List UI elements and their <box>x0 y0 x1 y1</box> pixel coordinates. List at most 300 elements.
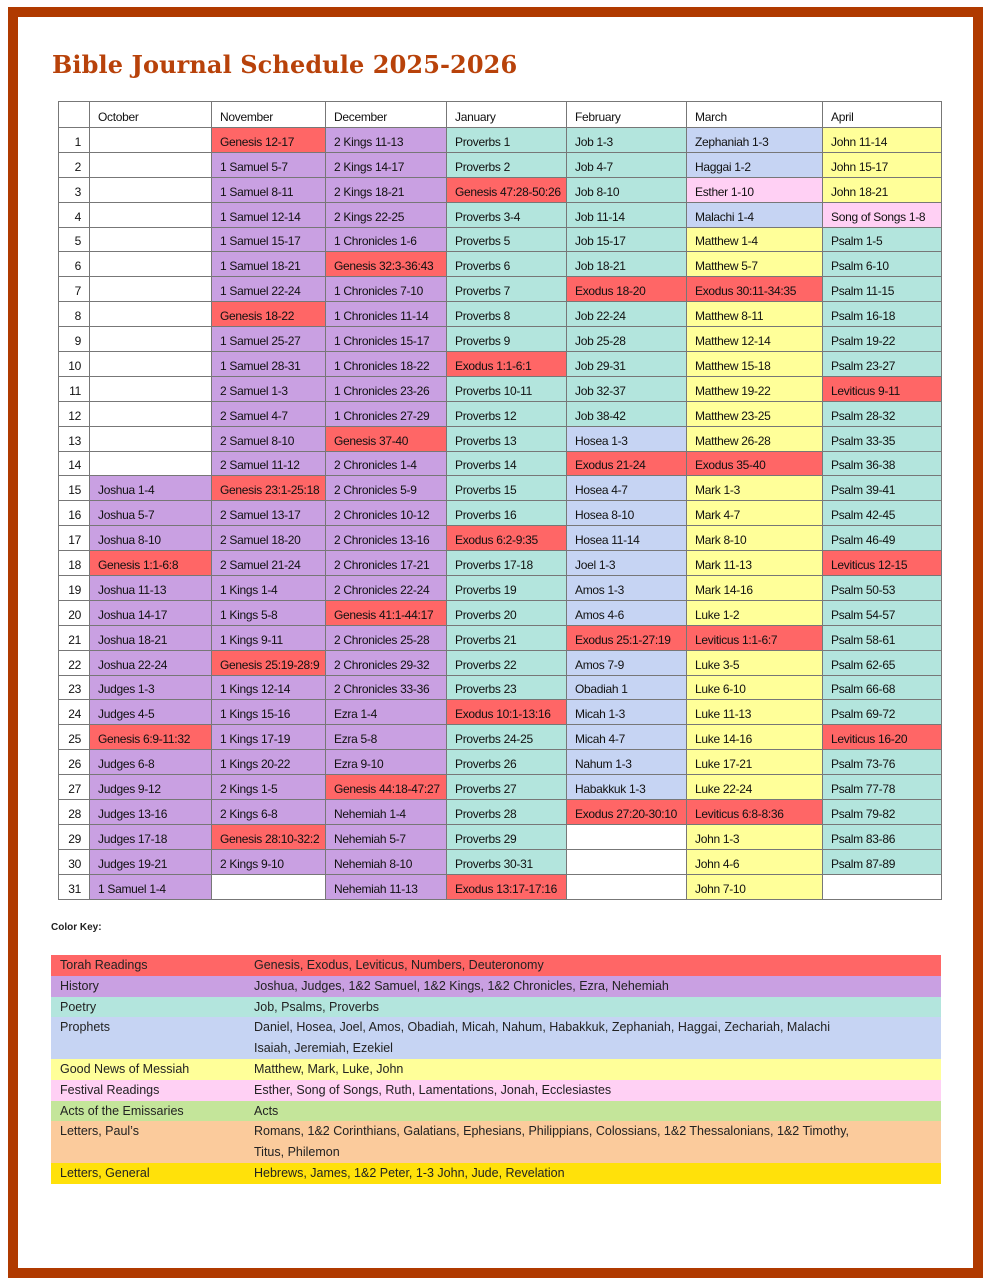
reading-cell-december: 2 Chronicles 22-24 <box>326 576 447 601</box>
color-key-category: Poetry <box>60 999 97 1014</box>
reading-cell-march: Mark 8-10 <box>687 526 823 551</box>
schedule-row <box>59 302 942 327</box>
schedule-body <box>59 128 942 900</box>
color-key-books: Isaiah, Jeremiah, Ezekiel <box>254 1041 393 1056</box>
reading-cell-february: Hosea 1-3 <box>567 426 687 451</box>
reading-cell-october: Genesis 6:9-11:32 <box>90 725 212 750</box>
reading-cell-october: Genesis 1:1-6:8 <box>90 551 212 576</box>
reading-cell-march: Leviticus 1:1-6:7 <box>687 625 823 650</box>
reading-cell-december: 1 Chronicles 15-17 <box>326 327 447 352</box>
schedule-row <box>59 725 942 750</box>
reading-cell-november: 2 Samuel 13-17 <box>212 501 326 526</box>
reading-cell-march: Mark 14-16 <box>687 576 823 601</box>
reading-cell-march: Matthew 15-18 <box>687 352 823 377</box>
reading-cell-february: Exodus 21-24 <box>567 451 687 476</box>
reading-cell-november: 1 Samuel 15-17 <box>212 227 326 252</box>
reading-cell-october: Judges 13-16 <box>90 800 212 825</box>
color-key-row-prophets <box>51 1017 941 1038</box>
reading-cell-november: 2 Samuel 1-3 <box>212 376 326 401</box>
reading-cell-april: Psalm 54-57 <box>823 600 942 625</box>
color-key-books: Matthew, Mark, Luke, John <box>254 1061 404 1076</box>
reading-cell-january: Proverbs 26 <box>447 750 567 775</box>
reading-cell-november: 1 Kings 20-22 <box>212 750 326 775</box>
color-key-row-prophets <box>51 1038 941 1059</box>
day-number: 17 <box>59 526 90 551</box>
reading-cell-january: Proverbs 21 <box>447 625 567 650</box>
page-title: Bible Journal Schedule 2025-2026 <box>52 50 518 79</box>
header-month-october: October <box>90 102 212 128</box>
reading-cell-april: Psalm 1-5 <box>823 227 942 252</box>
reading-cell-march: Mark 11-13 <box>687 551 823 576</box>
reading-cell-december: 1 Chronicles 18-22 <box>326 352 447 377</box>
reading-cell-december: 2 Chronicles 17-21 <box>326 551 447 576</box>
color-key-books: Daniel, Hosea, Joel, Amos, Obadiah, Micah, Nahum, Habakkuk, Zephaniah, Haggai, Zechariah, Malachi <box>254 1020 830 1035</box>
reading-cell-february: Micah 1-3 <box>567 700 687 725</box>
reading-cell-december: 1 Chronicles 1-6 <box>326 227 447 252</box>
reading-cell-october: Joshua 22-24 <box>90 650 212 675</box>
reading-cell-october <box>90 401 212 426</box>
reading-cell-march: Luke 1-2 <box>687 600 823 625</box>
reading-cell-october <box>90 277 212 302</box>
reading-cell-february: Job 29-31 <box>567 352 687 377</box>
day-number: 22 <box>59 650 90 675</box>
reading-cell-december: Nehemiah 1-4 <box>326 800 447 825</box>
schedule-row <box>59 376 942 401</box>
reading-cell-january: Proverbs 16 <box>447 501 567 526</box>
day-number: 29 <box>59 824 90 849</box>
reading-cell-december: 2 Chronicles 13-16 <box>326 526 447 551</box>
schedule-row <box>59 675 942 700</box>
reading-cell-november: 1 Samuel 12-14 <box>212 202 326 227</box>
reading-cell-march: Matthew 1-4 <box>687 227 823 252</box>
schedule-row <box>59 650 942 675</box>
reading-cell-april: Psalm 73-76 <box>823 750 942 775</box>
reading-cell-december: 1 Chronicles 27-29 <box>326 401 447 426</box>
reading-cell-october: 1 Samuel 1-4 <box>90 874 212 899</box>
reading-cell-february: Job 18-21 <box>567 252 687 277</box>
color-key-label: Color Key: <box>51 922 102 933</box>
reading-cell-april: Psalm 19-22 <box>823 327 942 352</box>
day-number: 27 <box>59 775 90 800</box>
reading-cell-march: Luke 6-10 <box>687 675 823 700</box>
reading-cell-november: 1 Kings 1-4 <box>212 576 326 601</box>
color-key-books: Esther, Song of Songs, Ruth, Lamentations, Jonah, Ecclesiastes <box>254 1082 612 1097</box>
reading-cell-november: 2 Samuel 4-7 <box>212 401 326 426</box>
reading-cell-december: Ezra 9-10 <box>326 750 447 775</box>
reading-cell-october <box>90 376 212 401</box>
reading-cell-november: 1 Samuel 22-24 <box>212 277 326 302</box>
reading-cell-january: Exodus 6:2-9:35 <box>447 526 567 551</box>
color-key-books: Titus, Philemon <box>254 1145 340 1160</box>
day-number: 7 <box>59 277 90 302</box>
reading-cell-november: 2 Kings 1-5 <box>212 775 326 800</box>
reading-cell-december: Genesis 44:18-47:27 <box>326 775 447 800</box>
schedule-row <box>59 252 942 277</box>
color-key-row-general <box>51 1163 941 1184</box>
reading-cell-november: 1 Samuel 18-21 <box>212 252 326 277</box>
reading-cell-october: Judges 9-12 <box>90 775 212 800</box>
reading-cell-february: Job 11-14 <box>567 202 687 227</box>
reading-cell-march: Luke 3-5 <box>687 650 823 675</box>
day-number: 14 <box>59 451 90 476</box>
day-number: 30 <box>59 849 90 874</box>
reading-cell-december: 2 Chronicles 5-9 <box>326 476 447 501</box>
day-number: 20 <box>59 600 90 625</box>
schedule-row <box>59 700 942 725</box>
reading-cell-november: Genesis 18-22 <box>212 302 326 327</box>
schedule-row <box>59 824 942 849</box>
schedule-row <box>59 401 942 426</box>
reading-cell-november: 1 Kings 5-8 <box>212 600 326 625</box>
reading-cell-april: Psalm 16-18 <box>823 302 942 327</box>
reading-cell-february <box>567 849 687 874</box>
reading-cell-november: Genesis 23:1-25:18 <box>212 476 326 501</box>
color-key-body <box>51 955 941 1184</box>
reading-cell-february: Job 15-17 <box>567 227 687 252</box>
color-key-books: Hebrews, James, 1&2 Peter, 1-3 John, Jude, Revelation <box>254 1165 565 1180</box>
color-key-row-history <box>51 976 941 997</box>
header-month-november: November <box>212 102 326 128</box>
day-number: 6 <box>59 252 90 277</box>
day-number: 15 <box>59 476 90 501</box>
reading-cell-april: Psalm 62-65 <box>823 650 942 675</box>
reading-cell-february: Exodus 25:1-27:19 <box>567 625 687 650</box>
reading-cell-november: 2 Samuel 18-20 <box>212 526 326 551</box>
day-number: 26 <box>59 750 90 775</box>
reading-cell-january: Proverbs 10-11 <box>447 376 567 401</box>
reading-cell-december: Genesis 32:3-36:43 <box>326 252 447 277</box>
reading-cell-april: Leviticus 16-20 <box>823 725 942 750</box>
reading-cell-january: Proverbs 19 <box>447 576 567 601</box>
reading-cell-april: Psalm 69-72 <box>823 700 942 725</box>
reading-cell-december: 2 Kings 22-25 <box>326 202 447 227</box>
reading-cell-april: Leviticus 9-11 <box>823 376 942 401</box>
reading-cell-april: Psalm 6-10 <box>823 252 942 277</box>
reading-cell-november: 2 Kings 9-10 <box>212 849 326 874</box>
reading-cell-february: Exodus 18-20 <box>567 277 687 302</box>
schedule-row <box>59 526 942 551</box>
schedule-row <box>59 849 942 874</box>
schedule-row <box>59 128 942 153</box>
reading-cell-february: Nahum 1-3 <box>567 750 687 775</box>
reading-cell-february <box>567 824 687 849</box>
reading-cell-january: Proverbs 17-18 <box>447 551 567 576</box>
reading-cell-november: 1 Kings 17-19 <box>212 725 326 750</box>
reading-cell-april: John 18-21 <box>823 177 942 202</box>
reading-cell-november: 2 Samuel 8-10 <box>212 426 326 451</box>
reading-cell-october <box>90 327 212 352</box>
day-number: 10 <box>59 352 90 377</box>
reading-cell-april: Psalm 28-32 <box>823 401 942 426</box>
reading-cell-october: Joshua 5-7 <box>90 501 212 526</box>
day-number: 21 <box>59 625 90 650</box>
schedule-row <box>59 327 942 352</box>
day-number: 5 <box>59 227 90 252</box>
reading-cell-february: Job 1-3 <box>567 128 687 153</box>
color-key-table <box>51 955 941 1184</box>
reading-cell-february: Job 25-28 <box>567 327 687 352</box>
color-key-category: Torah Readings <box>60 958 148 972</box>
reading-cell-november: 2 Samuel 11-12 <box>212 451 326 476</box>
reading-cell-november: 2 Kings 6-8 <box>212 800 326 825</box>
reading-cell-january: Proverbs 5 <box>447 227 567 252</box>
reading-cell-december: 2 Chronicles 10-12 <box>326 501 447 526</box>
reading-cell-april: Psalm 87-89 <box>823 849 942 874</box>
reading-cell-november: 1 Samuel 28-31 <box>212 352 326 377</box>
reading-cell-october <box>90 451 212 476</box>
reading-cell-february: Amos 7-9 <box>567 650 687 675</box>
reading-cell-october: Judges 1-3 <box>90 675 212 700</box>
reading-cell-february: Habakkuk 1-3 <box>567 775 687 800</box>
reading-cell-march: Matthew 26-28 <box>687 426 823 451</box>
reading-cell-january: Proverbs 15 <box>447 476 567 501</box>
reading-cell-november: Genesis 25:19-28:9 <box>212 650 326 675</box>
day-number: 28 <box>59 800 90 825</box>
color-key-category: History <box>60 978 99 993</box>
color-key-row-festival <box>51 1080 941 1101</box>
color-key-row-acts <box>51 1101 941 1122</box>
reading-cell-october: Joshua 11-13 <box>90 576 212 601</box>
reading-cell-march: Luke 17-21 <box>687 750 823 775</box>
reading-cell-december: 1 Chronicles 23-26 <box>326 376 447 401</box>
reading-cell-november: 1 Samuel 8-11 <box>212 177 326 202</box>
reading-cell-april: John 15-17 <box>823 152 942 177</box>
header-month-april: April <box>823 102 942 128</box>
schedule-row <box>59 576 942 601</box>
reading-cell-october: Judges 19-21 <box>90 849 212 874</box>
day-number: 3 <box>59 177 90 202</box>
reading-cell-march: Exodus 30:11-34:35 <box>687 277 823 302</box>
reading-cell-october <box>90 302 212 327</box>
reading-cell-january: Proverbs 1 <box>447 128 567 153</box>
reading-cell-march: Haggai 1-2 <box>687 152 823 177</box>
reading-cell-january: Proverbs 2 <box>447 152 567 177</box>
reading-cell-january: Proverbs 24-25 <box>447 725 567 750</box>
reading-cell-february: Job 32-37 <box>567 376 687 401</box>
reading-cell-march: Exodus 35-40 <box>687 451 823 476</box>
reading-cell-january: Exodus 10:1-13:16 <box>447 700 567 725</box>
reading-cell-march: Leviticus 6:8-8:36 <box>687 800 823 825</box>
reading-cell-february: Job 22-24 <box>567 302 687 327</box>
schedule-row <box>59 227 942 252</box>
reading-cell-march: John 1-3 <box>687 824 823 849</box>
reading-cell-april: Psalm 46-49 <box>823 526 942 551</box>
header-month-march: March <box>687 102 823 128</box>
reading-cell-april: Psalm 77-78 <box>823 775 942 800</box>
reading-cell-february: Obadiah 1 <box>567 675 687 700</box>
reading-cell-november: 1 Samuel 25-27 <box>212 327 326 352</box>
schedule-row <box>59 352 942 377</box>
header-month-february: February <box>567 102 687 128</box>
reading-cell-january: Proverbs 20 <box>447 600 567 625</box>
color-key-category: Good News of Messiah <box>60 1061 190 1076</box>
reading-cell-december: 2 Chronicles 33-36 <box>326 675 447 700</box>
reading-cell-january: Proverbs 14 <box>447 451 567 476</box>
reading-cell-december: 2 Chronicles 25-28 <box>326 625 447 650</box>
reading-cell-march: Luke 11-13 <box>687 700 823 725</box>
reading-cell-april: John 11-14 <box>823 128 942 153</box>
reading-cell-october <box>90 352 212 377</box>
reading-cell-october <box>90 426 212 451</box>
reading-cell-october: Joshua 8-10 <box>90 526 212 551</box>
reading-cell-december: Nehemiah 5-7 <box>326 824 447 849</box>
day-number: 2 <box>59 152 90 177</box>
reading-cell-march: John 7-10 <box>687 874 823 899</box>
schedule-row <box>59 551 942 576</box>
reading-cell-january: Proverbs 27 <box>447 775 567 800</box>
color-key-row-gospel <box>51 1059 941 1080</box>
header-row <box>59 102 942 128</box>
day-number: 4 <box>59 202 90 227</box>
reading-cell-january: Proverbs 29 <box>447 824 567 849</box>
reading-cell-february: Amos 4-6 <box>567 600 687 625</box>
day-number: 8 <box>59 302 90 327</box>
reading-cell-january: Exodus 1:1-6:1 <box>447 352 567 377</box>
reading-cell-october <box>90 128 212 153</box>
reading-cell-october: Joshua 1-4 <box>90 476 212 501</box>
color-key-category: Prophets <box>60 1020 111 1035</box>
reading-cell-april: Song of Songs 1-8 <box>823 202 942 227</box>
reading-cell-november: Genesis 12-17 <box>212 128 326 153</box>
schedule-table <box>58 101 942 900</box>
reading-cell-december: Nehemiah 8-10 <box>326 849 447 874</box>
schedule-row <box>59 750 942 775</box>
color-key-row-paul <box>51 1142 941 1163</box>
reading-cell-january: Proverbs 13 <box>447 426 567 451</box>
schedule-row <box>59 177 942 202</box>
schedule-row <box>59 625 942 650</box>
reading-cell-march: Mark 1-3 <box>687 476 823 501</box>
reading-cell-december: 1 Chronicles 11-14 <box>326 302 447 327</box>
reading-cell-december: Genesis 37-40 <box>326 426 447 451</box>
reading-cell-january: Proverbs 7 <box>447 277 567 302</box>
schedule-row <box>59 501 942 526</box>
reading-cell-february: Joel 1-3 <box>567 551 687 576</box>
schedule-row <box>59 202 942 227</box>
reading-cell-april: Psalm 23-27 <box>823 352 942 377</box>
reading-cell-april: Psalm 33-35 <box>823 426 942 451</box>
color-key-row-paul <box>51 1121 941 1142</box>
reading-cell-march: Malachi 1-4 <box>687 202 823 227</box>
reading-cell-december: 1 Chronicles 7-10 <box>326 277 447 302</box>
reading-cell-december: 2 Chronicles 29-32 <box>326 650 447 675</box>
reading-cell-april <box>823 874 942 899</box>
reading-cell-january: Proverbs 12 <box>447 401 567 426</box>
color-key-category: Acts of the Emissaries <box>60 1103 184 1118</box>
reading-cell-february: Micah 4-7 <box>567 725 687 750</box>
header-month-january: January <box>447 102 567 128</box>
reading-cell-march: John 4-6 <box>687 849 823 874</box>
reading-cell-january: Proverbs 22 <box>447 650 567 675</box>
color-key-books: Joshua, Judges, 1&2 Samuel, 1&2 Kings, 1&2 Chronicles, Ezra, Nehemiah <box>254 978 669 993</box>
color-key-row-torah <box>51 955 941 976</box>
reading-cell-october: Judges 17-18 <box>90 824 212 849</box>
color-key-books: Job, Psalms, Proverbs <box>254 999 380 1014</box>
reading-cell-october <box>90 152 212 177</box>
reading-cell-march: Matthew 23-25 <box>687 401 823 426</box>
schedule-row <box>59 775 942 800</box>
header-day <box>59 102 90 128</box>
reading-cell-january: Proverbs 3-4 <box>447 202 567 227</box>
reading-cell-march: Mark 4-7 <box>687 501 823 526</box>
day-number: 1 <box>59 128 90 153</box>
reading-cell-february: Hosea 4-7 <box>567 476 687 501</box>
reading-cell-april: Psalm 79-82 <box>823 800 942 825</box>
day-number: 9 <box>59 327 90 352</box>
reading-cell-april: Psalm 83-86 <box>823 824 942 849</box>
color-key-books: Romans, 1&2 Corinthians, Galatians, Ephesians, Philippians, Colossians, 1&2 Thessalonians, 1&2 Timothy, <box>254 1124 849 1139</box>
schedule-row <box>59 426 942 451</box>
reading-cell-march: Matthew 5-7 <box>687 252 823 277</box>
reading-cell-january: Proverbs 30-31 <box>447 849 567 874</box>
header-month-december: December <box>326 102 447 128</box>
day-number: 23 <box>59 675 90 700</box>
reading-cell-april: Leviticus 12-15 <box>823 551 942 576</box>
reading-cell-april: Psalm 36-38 <box>823 451 942 476</box>
reading-cell-december: Ezra 1-4 <box>326 700 447 725</box>
reading-cell-december: 2 Chronicles 1-4 <box>326 451 447 476</box>
reading-cell-february: Exodus 27:20-30:10 <box>567 800 687 825</box>
day-number: 24 <box>59 700 90 725</box>
reading-cell-february: Job 38-42 <box>567 401 687 426</box>
reading-cell-december: Genesis 41:1-44:17 <box>326 600 447 625</box>
reading-cell-december: 2 Kings 14-17 <box>326 152 447 177</box>
reading-cell-december: 2 Kings 11-13 <box>326 128 447 153</box>
reading-cell-february: Job 4-7 <box>567 152 687 177</box>
color-key-row-poetry <box>51 997 941 1018</box>
schedule-row <box>59 800 942 825</box>
day-number: 16 <box>59 501 90 526</box>
color-key-category <box>51 1142 245 1163</box>
reading-cell-november: 1 Kings 12-14 <box>212 675 326 700</box>
schedule-row <box>59 152 942 177</box>
reading-cell-november: 1 Samuel 5-7 <box>212 152 326 177</box>
color-key-category: Letters, General <box>60 1165 150 1180</box>
day-number: 13 <box>59 426 90 451</box>
reading-cell-october: Judges 6-8 <box>90 750 212 775</box>
day-number: 18 <box>59 551 90 576</box>
reading-cell-november: 1 Kings 9-11 <box>212 625 326 650</box>
reading-cell-december: 2 Kings 18-21 <box>326 177 447 202</box>
reading-cell-october: Joshua 14-17 <box>90 600 212 625</box>
reading-cell-december: Nehemiah 11-13 <box>326 874 447 899</box>
reading-cell-january: Proverbs 28 <box>447 800 567 825</box>
reading-cell-october <box>90 177 212 202</box>
schedule-row <box>59 600 942 625</box>
color-key-books: Genesis, Exodus, Leviticus, Numbers, Deuteronomy <box>254 958 544 972</box>
day-number: 11 <box>59 376 90 401</box>
color-key-category <box>51 1038 245 1059</box>
reading-cell-february: Job 8-10 <box>567 177 687 202</box>
reading-cell-january: Genesis 47:28-50:26 <box>447 177 567 202</box>
reading-cell-february <box>567 874 687 899</box>
reading-cell-april: Psalm 58-61 <box>823 625 942 650</box>
reading-cell-january: Proverbs 8 <box>447 302 567 327</box>
reading-cell-november: 2 Samuel 21-24 <box>212 551 326 576</box>
reading-cell-february: Hosea 8-10 <box>567 501 687 526</box>
color-key-category: Festival Readings <box>60 1082 160 1097</box>
day-number: 25 <box>59 725 90 750</box>
reading-cell-december: Ezra 5-8 <box>326 725 447 750</box>
schedule-row <box>59 451 942 476</box>
schedule-row <box>59 277 942 302</box>
reading-cell-march: Luke 22-24 <box>687 775 823 800</box>
reading-cell-october <box>90 202 212 227</box>
reading-cell-february: Amos 1-3 <box>567 576 687 601</box>
reading-cell-april: Psalm 39-41 <box>823 476 942 501</box>
reading-cell-january: Proverbs 9 <box>447 327 567 352</box>
reading-cell-march: Matthew 8-11 <box>687 302 823 327</box>
